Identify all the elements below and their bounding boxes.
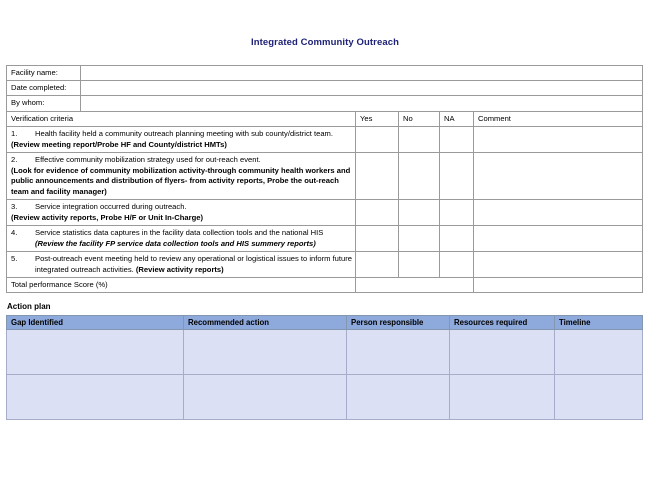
criterion-1-cell xyxy=(7,127,356,153)
action-plan-header-row xyxy=(7,316,643,330)
criterion-1-comment-cell[interactable] xyxy=(474,127,643,153)
criterion-3-body: Service integration occurred during outreach. xyxy=(35,202,187,212)
column-header-comment: Comment xyxy=(474,111,643,126)
by-whom-input[interactable] xyxy=(81,96,643,111)
total-performance-score-value[interactable] xyxy=(356,278,474,293)
criterion-2-comment-cell[interactable] xyxy=(474,153,643,200)
criterion-1-text xyxy=(11,129,352,139)
criterion-1-na-cell[interactable] xyxy=(440,127,474,153)
criterion-1-note: (Review meeting report/Probe HF and County/district HMTs) xyxy=(11,139,227,149)
criterion-3-text xyxy=(11,202,352,212)
criterion-5-comment-cell[interactable] xyxy=(474,252,643,278)
criterion-2-body: Effective community mobilization strategy used for out-reach event. xyxy=(35,155,261,165)
facility-name-label: Facility name: xyxy=(7,65,81,80)
criterion-2-na-cell[interactable] xyxy=(440,153,474,200)
table-row xyxy=(7,375,643,420)
table-row-criterion-3 xyxy=(7,200,643,226)
criterion-3-no-cell[interactable] xyxy=(399,200,440,226)
criterion-3-comment-cell[interactable] xyxy=(474,200,643,226)
date-completed-label: Date completed: xyxy=(7,80,81,95)
criterion-2-number: 2. xyxy=(11,155,18,165)
criterion-3-yes-cell[interactable] xyxy=(356,200,399,226)
criterion-1-yes-cell[interactable] xyxy=(356,127,399,153)
column-header-na: NA xyxy=(440,111,474,126)
column-header-gap-identified: Gap Identified xyxy=(7,316,184,330)
criterion-4-text xyxy=(11,228,352,249)
action-plan-resources-cell[interactable] xyxy=(450,330,555,375)
action-plan-person-cell[interactable] xyxy=(347,330,450,375)
criterion-3-cell xyxy=(7,200,356,226)
column-header-no: No xyxy=(399,111,440,126)
action-plan-resources-cell[interactable] xyxy=(450,375,555,420)
date-completed-input[interactable] xyxy=(81,80,643,95)
criterion-5-text xyxy=(11,254,352,275)
criterion-3-number: 3. xyxy=(11,202,18,212)
table-row-criterion-1 xyxy=(7,127,643,153)
action-plan-heading: Action plan xyxy=(7,302,51,312)
criterion-2-yes-cell[interactable] xyxy=(356,153,399,200)
total-performance-score-label: Total performance Score (%) xyxy=(7,278,356,293)
table-row-criterion-2 xyxy=(7,153,643,200)
criterion-5-no-cell[interactable] xyxy=(399,252,440,278)
criterion-4-na-cell[interactable] xyxy=(440,226,474,252)
action-plan-timeline-cell[interactable] xyxy=(555,330,643,375)
column-header-person-responsible: Person responsible xyxy=(347,316,450,330)
criterion-4-note: (Review the facility FP service data collection tools and HIS summery reports) xyxy=(35,238,316,248)
checklist-section xyxy=(6,65,644,294)
criterion-5-na-cell[interactable] xyxy=(440,252,474,278)
column-header-criteria: Verification criteria xyxy=(7,111,356,126)
criterion-1-body: Health facility held a community outreach planning meeting with sub county/district team. xyxy=(35,129,333,139)
criterion-1-number: 1. xyxy=(11,129,18,139)
table-row-criterion-4 xyxy=(7,226,643,252)
column-header-yes: Yes xyxy=(356,111,399,126)
criterion-2-text xyxy=(11,155,352,165)
criterion-5-number: 5. xyxy=(11,254,18,264)
criterion-4-yes-cell[interactable] xyxy=(356,226,399,252)
action-plan-timeline-cell[interactable] xyxy=(555,375,643,420)
criterion-2-no-cell[interactable] xyxy=(399,153,440,200)
criterion-4-cell xyxy=(7,226,356,252)
verification-checklist-table xyxy=(6,65,643,294)
action-plan-action-cell[interactable] xyxy=(184,375,347,420)
column-header-timeline: Timeline xyxy=(555,316,643,330)
criterion-4-number: 4. xyxy=(11,228,18,238)
criterion-4-body: Service statistics data captures in the facility data collection tools and the national HIS xyxy=(35,228,324,238)
table-row-facility-name xyxy=(7,65,643,80)
criterion-3-note: (Review activity reports, Probe H/F or Unit In-Charge) xyxy=(11,212,203,222)
criterion-2-note: (Look for evidence of community mobilization activity-through community health workers and public announcements and distribution of flyers- from activity reports, Probe the out-reach team and facility manager) xyxy=(11,165,351,196)
table-row xyxy=(7,330,643,375)
table-row-total-score xyxy=(7,278,643,293)
by-whom-label: By whom: xyxy=(7,96,81,111)
criterion-5-yes-cell[interactable] xyxy=(356,252,399,278)
table-row-by-whom xyxy=(7,96,643,111)
criterion-1-no-cell[interactable] xyxy=(399,127,440,153)
action-plan-gap-cell[interactable] xyxy=(7,375,184,420)
action-plan-action-cell[interactable] xyxy=(184,330,347,375)
facility-name-input[interactable] xyxy=(81,65,643,80)
total-performance-score-comment[interactable] xyxy=(474,278,643,293)
action-plan-table xyxy=(6,315,643,420)
criterion-2-cell xyxy=(7,153,356,200)
page-title: Integrated Community Outreach xyxy=(250,37,400,48)
criterion-5-note: (Review activity reports) xyxy=(135,264,224,274)
table-row-date-completed xyxy=(7,80,643,95)
criterion-5-body: Post-outreach event meeting held to review any operational or logistical issues to inform future integrated outreach activities. xyxy=(35,254,352,274)
action-plan-person-cell[interactable] xyxy=(347,375,450,420)
action-plan-gap-cell[interactable] xyxy=(7,330,184,375)
checklist-header-row xyxy=(7,111,643,126)
criterion-4-no-cell[interactable] xyxy=(399,226,440,252)
column-header-resources-required: Resources required xyxy=(450,316,555,330)
column-header-recommended-action: Recommended action xyxy=(184,316,347,330)
table-row-criterion-5 xyxy=(7,252,643,278)
criterion-5-cell xyxy=(7,252,356,278)
criterion-4-comment-cell[interactable] xyxy=(474,226,643,252)
criterion-3-na-cell[interactable] xyxy=(440,200,474,226)
